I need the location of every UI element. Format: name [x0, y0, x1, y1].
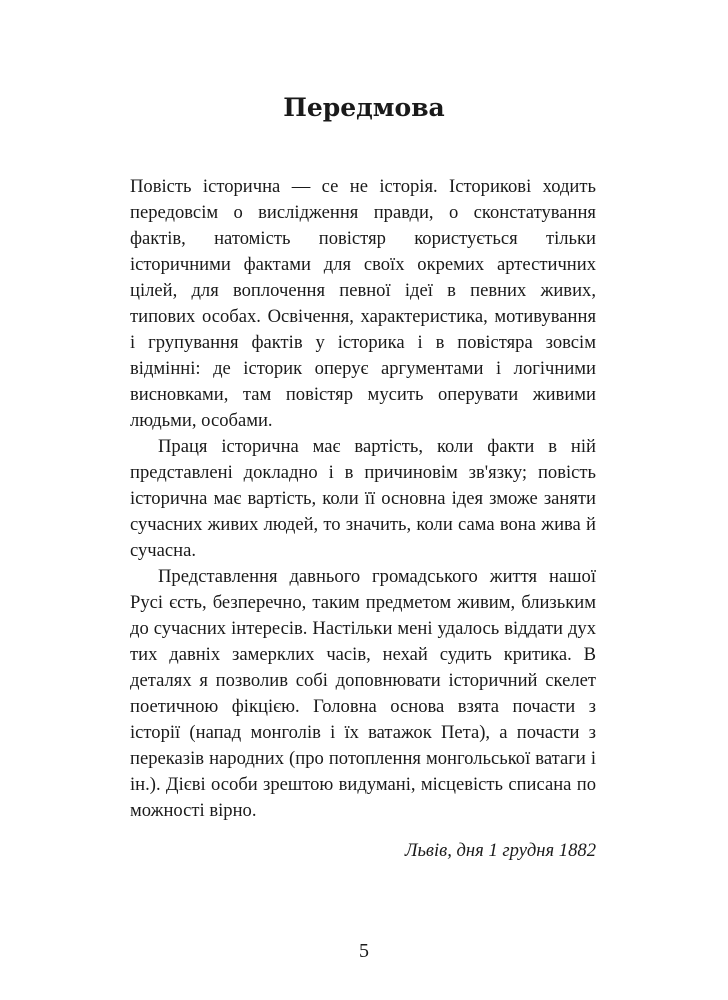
paragraph-2: Праця історична має вартість, коли факти в ній представлені докладно і в причиновім зв'язку; повість історична має вартість, коли її основна ідея зможе заняти сучасних живих людей, то значить, коли сама вона жива й сучасна. — [130, 436, 596, 561]
page-title: Передмова — [283, 93, 445, 122]
paragraph-1: Повість історична — се не історія. Історикові ходить передовсім о вислідження правди, о сконстатування фактів, натомість повістяр користується тільки історичними фактами для своїх окремих артестичних цілей, для воплочення певної ідеї в певних живих, типових особах. Освічення, характеристика, мотивування і групування фактів у історика і в повістяра зовсім відмінні: де історик оперує аргументами і логічними висновками, там повістяр мусить оперувати живими людьми, особами. — [130, 176, 596, 431]
page-number: 5 — [359, 940, 369, 962]
signature-date: Львів, дня 1 грудня 1882 — [404, 840, 596, 861]
paragraph-3: Представлення давнього громадського життя нашої Русі єсть, безперечно, таким предметом живим, близьким до сучасних інтересів. Настільки мені удалось віддати дух тих давніх замерклих часів, нехай судить критика. В деталях я позволив собі доповнювати історичний скелет поетичною фікцією. Головна основа взята почасти з історії (напад монголів і їх ватажок Пета), а почасти з переказів народних (про потоплення монгольської ватаги і ін.). Дієві особи зрештою видумані, місцевість списана по можності вірно. — [130, 566, 596, 821]
preface-body — [130, 174, 596, 824]
